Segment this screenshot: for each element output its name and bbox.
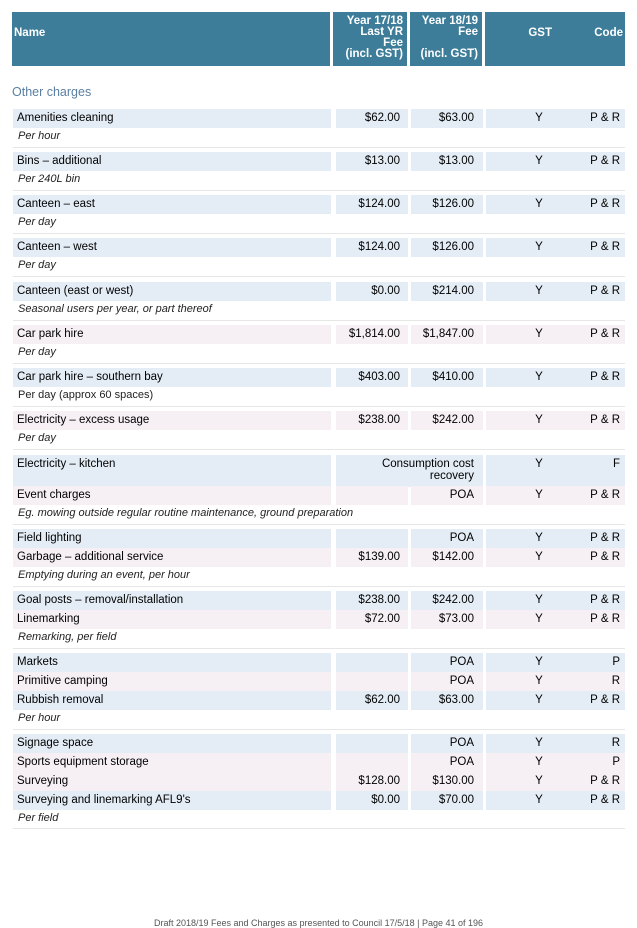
row-note: Per day (18, 346, 56, 358)
row-code: P & R (590, 155, 620, 167)
row-code: R (611, 737, 620, 749)
row-code: P & R (590, 198, 620, 210)
row-fee-17-18: $139.00 (358, 551, 400, 563)
row-gst: Y (535, 414, 543, 426)
row-code: P & R (590, 551, 620, 563)
row-code: F (612, 458, 620, 470)
row-fee-17-18: $72.00 (364, 613, 400, 625)
divider (13, 406, 625, 407)
table-row (13, 529, 625, 548)
row-name: Surveying and linemarking AFL9's (17, 794, 191, 806)
row-gst: Y (535, 794, 543, 806)
row-gst: Y (535, 489, 543, 501)
row-gst: Y (535, 328, 543, 340)
row-fee-17-18: $0.00 (371, 794, 400, 806)
row-fee-18-19: $73.00 (438, 613, 474, 625)
row-fee-18-19: POA (449, 656, 474, 668)
row-gst: Y (535, 656, 543, 668)
row-name: Linemarking (17, 613, 80, 625)
table-row (13, 152, 625, 171)
table-row (13, 653, 625, 672)
row-note: Per 240L bin (18, 173, 81, 185)
table-row (13, 591, 625, 610)
row-fee-18-19: $130.00 (432, 775, 474, 787)
row-gst: Y (535, 737, 543, 749)
row-fee-17-18: $403.00 (358, 371, 400, 383)
row-fee-18-19: POA (449, 532, 474, 544)
row-code: P & R (590, 241, 620, 253)
row-fee-17-18: $62.00 (364, 694, 400, 706)
row-gst: Y (535, 694, 543, 706)
table-row (13, 368, 625, 387)
divider (13, 363, 625, 364)
row-code: P & R (590, 489, 620, 501)
row-name: Car park hire (17, 328, 84, 340)
row-code: P & R (590, 794, 620, 806)
row-code: P & R (590, 775, 620, 787)
row-note: Per day (18, 432, 56, 444)
row-gst: Y (535, 551, 543, 563)
row-name: Bins – additional (17, 155, 102, 167)
divider (13, 828, 625, 829)
row-code: P & R (590, 328, 620, 340)
row-code: P & R (590, 694, 620, 706)
row-code: P & R (590, 594, 620, 606)
row-name: Canteen – east (17, 198, 96, 210)
row-code: P & R (590, 613, 620, 625)
row-fee-18-19: $242.00 (432, 594, 474, 606)
row-fee-18-19: POA (449, 756, 474, 768)
row-note: Per day (18, 259, 56, 271)
header-year-18-19: Year 18/19 Fee (incl. GST) (410, 12, 482, 66)
table-row (13, 411, 625, 430)
row-gst: Y (535, 155, 543, 167)
row-fee-18-19: $126.00 (432, 241, 474, 253)
row-name: Surveying (17, 775, 69, 787)
table-row (13, 238, 625, 257)
row-fee-17-18: $13.00 (364, 155, 400, 167)
row-fee-18-19: POA (449, 489, 474, 501)
row-code: P (612, 656, 620, 668)
table-row (13, 109, 625, 128)
row-note: Seasonal users per year, or part thereof (18, 303, 212, 315)
row-fee-18-19: POA (449, 737, 474, 749)
row-fee-18-19: $410.00 (432, 371, 474, 383)
row-name: Canteen – west (17, 241, 97, 253)
row-code: P & R (590, 532, 620, 544)
row-fee-18-19: $13.00 (438, 155, 474, 167)
row-fee-17-18: $128.00 (358, 775, 400, 787)
row-fee-17-18: $0.00 (371, 285, 400, 297)
row-note: Per day (18, 216, 56, 228)
row-note: Per hour (18, 712, 61, 724)
table-row (13, 455, 625, 487)
row-gst: Y (535, 285, 543, 297)
header-code: Code (564, 12, 625, 66)
row-note: Per day (approx 60 spaces) (18, 389, 154, 401)
row-fee-merged: Consumption cost recovery (381, 458, 474, 482)
row-note: Per hour (18, 130, 61, 142)
row-fee-17-18: $1,814.00 (348, 328, 400, 340)
table-row (13, 195, 625, 214)
row-name: Amenities cleaning (17, 112, 114, 124)
row-note: Per field (18, 812, 59, 824)
table-row (13, 282, 625, 301)
row-code: P & R (590, 414, 620, 426)
table-row (13, 486, 625, 505)
row-gst: Y (535, 458, 543, 470)
row-code: R (611, 675, 620, 687)
divider (13, 147, 625, 148)
row-gst: Y (535, 532, 543, 544)
table-row (13, 672, 625, 691)
row-fee-17-18: $238.00 (358, 414, 400, 426)
section-title: Other charges (12, 85, 92, 99)
divider (13, 586, 625, 587)
divider (13, 524, 625, 525)
page-footer: Draft 2018/19 Fees and Charges as presented to Council 17/5/18 | Page 41 of 196 (153, 918, 484, 928)
divider (13, 648, 625, 649)
row-code: P & R (590, 371, 620, 383)
row-gst: Y (535, 756, 543, 768)
divider (13, 276, 625, 277)
row-note: Eg. mowing outside regular routine maintenance, ground preparation (18, 507, 354, 519)
row-fee-17-18: $124.00 (358, 198, 400, 210)
row-name: Field lighting (17, 532, 82, 544)
header-gst: GST (485, 12, 564, 66)
row-code: P & R (590, 112, 620, 124)
row-name: Canteen (east or west) (17, 285, 134, 297)
row-name: Sports equipment storage (17, 756, 149, 768)
table-row (13, 548, 625, 567)
row-fee-18-19: $214.00 (432, 285, 474, 297)
divider (13, 190, 625, 191)
row-code: P (612, 756, 620, 768)
divider (13, 320, 625, 321)
row-fee-17-18: $62.00 (364, 112, 400, 124)
row-gst: Y (535, 371, 543, 383)
divider (13, 729, 625, 730)
row-gst: Y (535, 775, 543, 787)
row-name: Electricity – excess usage (17, 414, 150, 426)
row-name: Rubbish removal (17, 694, 104, 706)
row-gst: Y (535, 198, 543, 210)
row-name: Primitive camping (17, 675, 108, 687)
table-row (13, 325, 625, 344)
row-gst: Y (535, 241, 543, 253)
row-fee-18-19: POA (449, 675, 474, 687)
row-fee-18-19: $63.00 (438, 112, 474, 124)
row-gst: Y (535, 594, 543, 606)
row-name: Signage space (17, 737, 94, 749)
row-fee-18-19: $142.00 (432, 551, 474, 563)
table-row (13, 734, 625, 753)
row-gst: Y (535, 675, 543, 687)
table-row (13, 610, 625, 629)
table-row (13, 753, 625, 772)
header-year-17-18: Year 17/18 Last YR Fee (incl. GST) (333, 12, 407, 66)
row-name: Electricity – kitchen (17, 458, 116, 470)
row-name: Event charges (17, 489, 91, 501)
row-name: Car park hire – southern bay (17, 371, 163, 383)
row-note: Remarking, per field (18, 631, 117, 643)
table-row (13, 691, 625, 710)
row-fee-18-19: $242.00 (432, 414, 474, 426)
row-fee-17-18: $238.00 (358, 594, 400, 606)
row-name: Garbage – additional service (17, 551, 164, 563)
table-row (13, 772, 625, 791)
row-name: Goal posts – removal/installation (17, 594, 184, 606)
row-note: Emptying during an event, per hour (18, 569, 190, 581)
row-code: P & R (590, 285, 620, 297)
row-fee-18-19: $70.00 (438, 794, 474, 806)
row-fee-18-19: $126.00 (432, 198, 474, 210)
row-name: Markets (17, 656, 58, 668)
row-gst: Y (535, 613, 543, 625)
header-name: Name (12, 12, 330, 66)
row-gst: Y (535, 112, 543, 124)
row-fee-18-19: $1,847.00 (422, 328, 474, 340)
table-row (13, 791, 625, 810)
row-fee-17-18: $124.00 (358, 241, 400, 253)
divider (13, 233, 625, 234)
row-fee-18-19: $63.00 (438, 694, 474, 706)
divider (13, 449, 625, 450)
